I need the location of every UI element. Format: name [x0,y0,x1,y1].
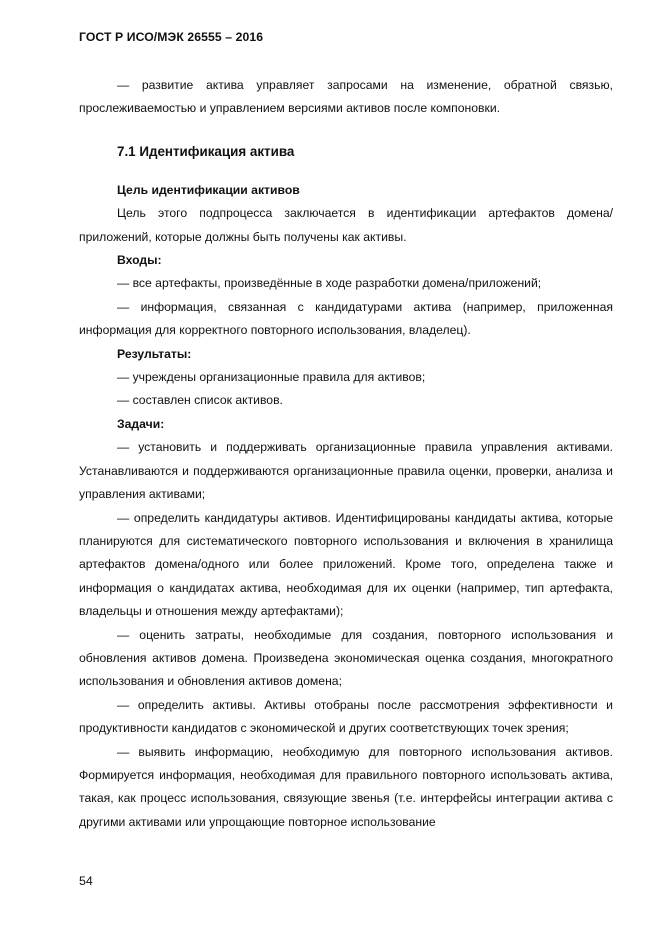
goal-text: Цель этого подпроцесса заключается в идентификации артефактов домена/приложений, которые должны быть получены как активы. [79,206,613,244]
inputs-item: — информация, связанная с кандидатурами актива (например, приложенная информация для корректного повторного использования, владелец). [79,299,613,338]
document-header: ГОСТ Р ИСО/МЭК 26555 – 2016 [79,30,264,44]
inputs-item: — все артефакты, произведённые в ходе разработки домена/приложений; [117,276,542,291]
task-item: — выявить информацию, необходимую для повторного использования активов. Формируется информация, необходимая для правильного повторного использовать актива, такая, как процесс использования, связующие звенья (т.е. интерфейсы интеграции актива с другими активами или упрощающие повторное использование [79,744,613,829]
task-item: — определить активы. Активы отобраны после рассмотрения эффективности и продуктивности кандидатов с экономической и других соответствующих точек зрения; [79,697,613,736]
results-item: — составлен список активов. [117,393,283,408]
results-heading: Результаты: [117,346,192,361]
goal-heading: Цель идентификации активов [117,182,300,197]
task-item: — оценить затраты, необходимые для создания, повторного использования и обновления активов домена. Произведена экономическая оценка создания, многократного использования и обновления активов домена; [79,627,613,689]
inputs-heading: Входы: [117,253,162,268]
section-title: 7.1 Идентификация актива [117,143,295,159]
results-item: — учреждены организационные правила для активов; [117,370,426,385]
page-number: 54 [79,874,93,888]
intro-paragraph: — развитие актива управляет запросами на изменение, обратной связью, прослеживаемостью и управлением версиями активов после компоновки. [79,78,613,116]
task-item: — определить кандидатуры активов. Идентифицированы кандидаты актива, которые планируются для систематического повторного использования и включения в хранилища артефактов домена/одного или более приложений. Кроме того, определена также и информация о кандидатах актива, необходимая для их оценки (например, тип артефакта, владельцы и отношения между артефактами); [79,510,613,619]
tasks-heading: Задачи: [117,416,165,431]
page-content [79,74,613,834]
task-item: — установить и поддерживать организационные правила управления активами. Устанавливаются и поддерживаются организационные правила оценки, проверки, анализа и управления активами; [79,440,613,502]
